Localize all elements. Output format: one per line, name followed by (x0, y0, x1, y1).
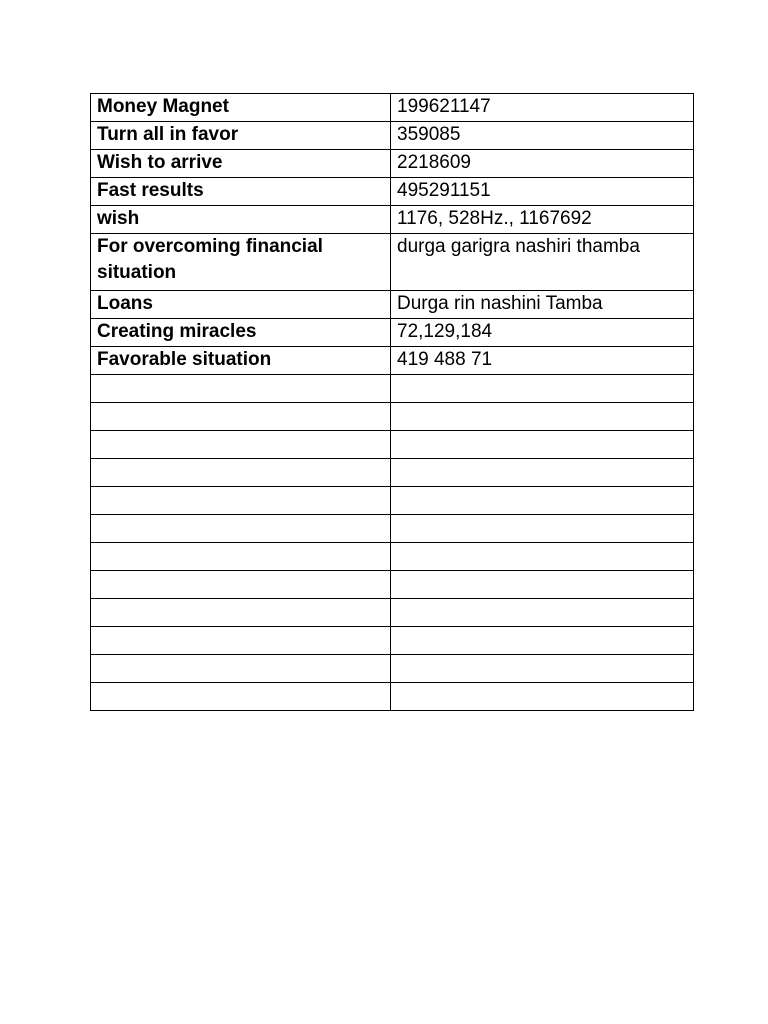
table-row (91, 178, 694, 206)
row-value-cell: 2218609 (391, 150, 694, 178)
table-row (91, 403, 694, 431)
row-label-cell: Favorable situation (91, 347, 391, 375)
row-label-cell (91, 683, 391, 711)
row-label-cell (91, 571, 391, 599)
row-value-cell (391, 459, 694, 487)
table-row (91, 655, 694, 683)
row-value-cell: 359085 (391, 122, 694, 150)
row-value-cell (391, 431, 694, 459)
table-row (91, 599, 694, 627)
table-row (91, 291, 694, 319)
row-label-cell: Wish to arrive (91, 150, 391, 178)
row-label-cell: Fast results (91, 178, 391, 206)
row-label-cell (91, 515, 391, 543)
row-value-cell (391, 375, 694, 403)
row-label-cell (91, 655, 391, 683)
row-label-cell: For overcoming financial situation (91, 234, 391, 291)
table-row (91, 375, 694, 403)
row-label-cell (91, 627, 391, 655)
row-value-cell: durga garigra nashiri thamba (391, 234, 694, 291)
row-value-cell: 72,129,184 (391, 319, 694, 347)
table-row (91, 683, 694, 711)
table-row (91, 234, 694, 291)
table-row (91, 206, 694, 234)
row-value-cell (391, 543, 694, 571)
codes-table (90, 93, 694, 711)
table-row (91, 627, 694, 655)
table-row (91, 515, 694, 543)
row-label-cell: Turn all in favor (91, 122, 391, 150)
row-value-cell: Durga rin nashini Tamba (391, 291, 694, 319)
table-row (91, 94, 694, 122)
row-value-cell (391, 599, 694, 627)
table-row (91, 150, 694, 178)
row-label-cell (91, 543, 391, 571)
table-row (91, 543, 694, 571)
row-label-cell (91, 599, 391, 627)
row-label-cell: Creating miracles (91, 319, 391, 347)
row-label-cell (91, 459, 391, 487)
row-value-cell (391, 403, 694, 431)
row-value-cell (391, 627, 694, 655)
row-label-cell (91, 375, 391, 403)
table-row (91, 347, 694, 375)
row-value-cell (391, 683, 694, 711)
table-row (91, 571, 694, 599)
codes-table-body (91, 94, 694, 711)
row-value-cell: 495291151 (391, 178, 694, 206)
row-label-cell: wish (91, 206, 391, 234)
table-row (91, 431, 694, 459)
row-label-cell (91, 487, 391, 515)
table-row (91, 487, 694, 515)
row-value-cell: 199621147 (391, 94, 694, 122)
row-value-cell (391, 655, 694, 683)
row-value-cell (391, 487, 694, 515)
table-row (91, 319, 694, 347)
row-value-cell: 1176, 528Hz., 1167692 (391, 206, 694, 234)
row-label-cell (91, 431, 391, 459)
row-label-cell: Loans (91, 291, 391, 319)
row-label-cell: Money Magnet (91, 94, 391, 122)
table-row (91, 122, 694, 150)
row-value-cell (391, 515, 694, 543)
row-label-cell (91, 403, 391, 431)
row-value-cell (391, 571, 694, 599)
table-row (91, 459, 694, 487)
row-value-cell: 419 488 71 (391, 347, 694, 375)
